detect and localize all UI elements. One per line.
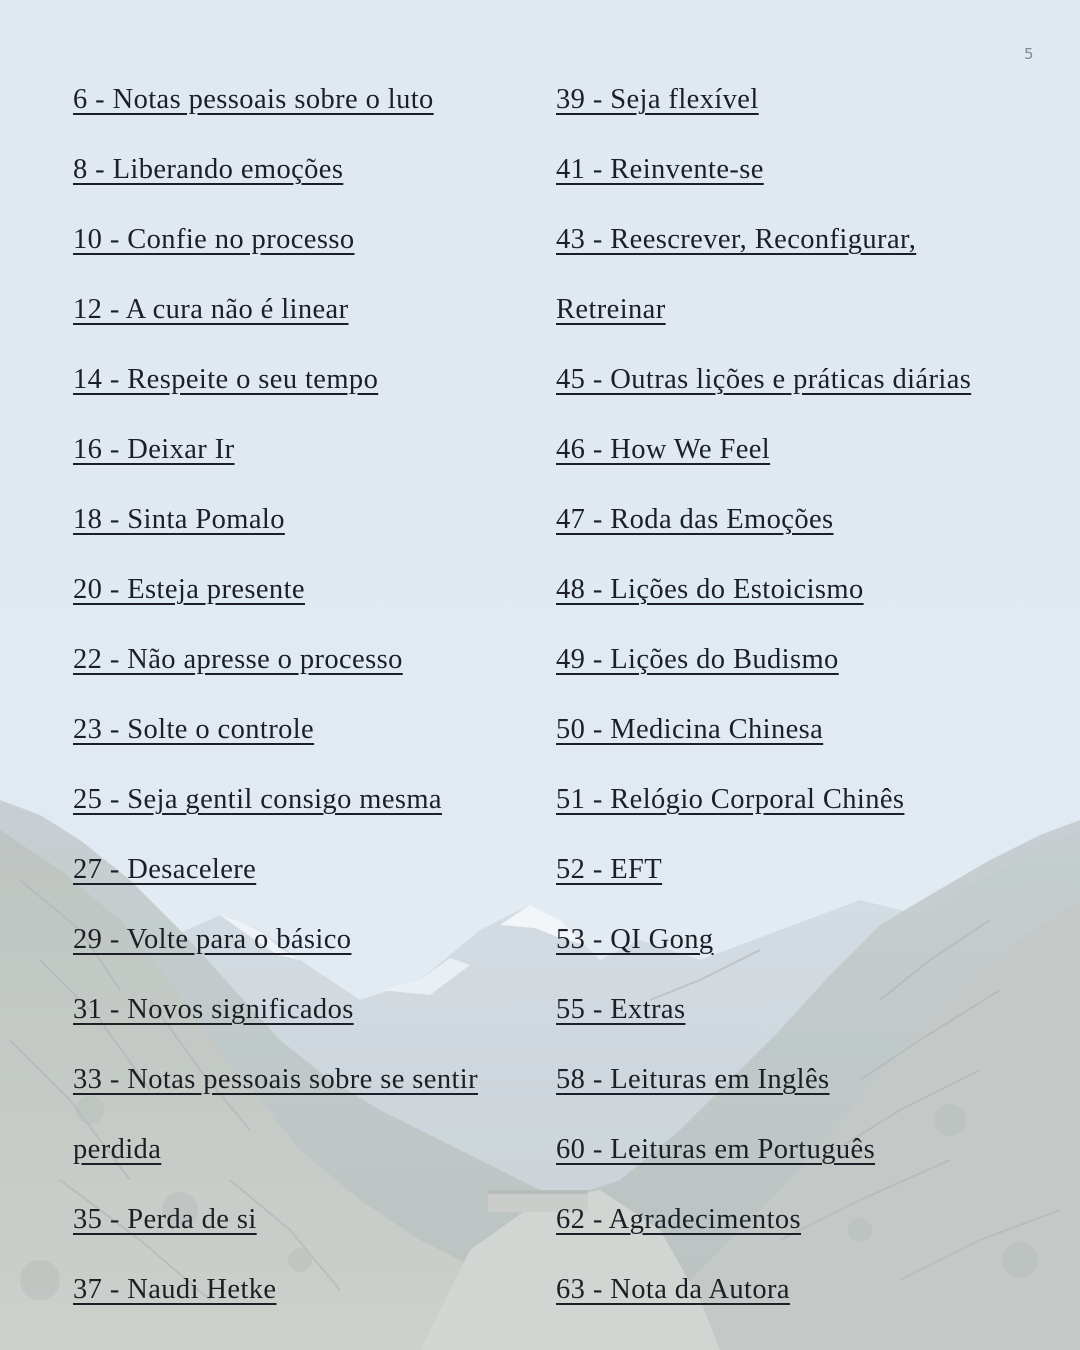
toc-link[interactable]: 47 - Roda das Emoções <box>556 504 834 535</box>
toc-link[interactable]: 49 - Lições do Budismo <box>556 644 839 675</box>
toc-entry[interactable] <box>73 555 506 625</box>
toc-link[interactable]: 60 - Leituras em Português <box>556 1134 876 1165</box>
toc-entry[interactable] <box>556 695 1013 765</box>
toc-entry[interactable] <box>556 835 1013 905</box>
toc-entry-continued[interactable] <box>556 275 1013 345</box>
toc-entry[interactable] <box>73 485 506 555</box>
table-of-contents <box>73 65 1013 1325</box>
toc-entry[interactable] <box>556 1185 1013 1255</box>
toc-entry[interactable] <box>556 415 1013 485</box>
toc-entry[interactable] <box>73 135 506 205</box>
toc-link[interactable]: 37 - Naudi Hetke <box>73 1274 277 1305</box>
toc-entry[interactable] <box>556 975 1013 1045</box>
toc-entry[interactable] <box>556 485 1013 555</box>
toc-entry[interactable] <box>73 65 506 135</box>
toc-link[interactable]: 58 - Leituras em Inglês <box>556 1064 830 1095</box>
toc-entry[interactable] <box>73 345 506 415</box>
toc-entry[interactable] <box>73 415 506 485</box>
toc-link[interactable]: 41 - Reinvente-se <box>556 154 764 185</box>
toc-link[interactable]: 10 - Confie no processo <box>73 224 355 255</box>
toc-link[interactable]: perdida <box>73 1134 162 1165</box>
toc-link[interactable]: 23 - Solte o controle <box>73 714 315 745</box>
toc-link[interactable]: 62 - Agradecimentos <box>556 1204 802 1235</box>
toc-entry[interactable] <box>556 65 1013 135</box>
toc-link[interactable]: 51 - Relógio Corporal Chinês <box>556 784 905 815</box>
toc-column-left <box>73 65 506 1325</box>
toc-entry[interactable] <box>73 205 506 275</box>
toc-entry[interactable] <box>73 975 506 1045</box>
toc-entry[interactable] <box>556 765 1013 835</box>
toc-link[interactable]: 27 - Desacelere <box>73 854 257 885</box>
toc-entry[interactable] <box>556 1045 1013 1115</box>
toc-entry[interactable] <box>73 275 506 345</box>
toc-entry[interactable] <box>556 625 1013 695</box>
toc-entry-continued[interactable] <box>73 1115 506 1185</box>
toc-entry[interactable] <box>73 695 506 765</box>
toc-entry[interactable] <box>73 1045 506 1115</box>
page-number: 5 <box>1023 45 1034 63</box>
toc-link[interactable]: 25 - Seja gentil consigo mesma <box>73 784 442 815</box>
toc-link[interactable]: Retreinar <box>556 294 666 325</box>
toc-link[interactable]: 12 - A cura não é linear <box>73 294 349 325</box>
toc-link[interactable]: 16 - Deixar Ir <box>73 434 235 465</box>
toc-link[interactable]: 48 - Lições do Estoicismo <box>556 574 864 605</box>
toc-entry[interactable] <box>556 205 1013 275</box>
toc-link[interactable]: 52 - EFT <box>556 854 663 885</box>
toc-entry[interactable] <box>73 625 506 695</box>
toc-link[interactable]: 6 - Notas pessoais sobre o luto <box>73 84 434 115</box>
toc-link[interactable]: 33 - Notas pessoais sobre se sentir <box>73 1064 479 1095</box>
toc-column-right <box>556 65 1013 1325</box>
toc-link[interactable]: 39 - Seja flexível <box>556 84 759 115</box>
toc-entry[interactable] <box>556 135 1013 205</box>
toc-link[interactable]: 8 - Liberando emoções <box>73 154 344 185</box>
toc-entry[interactable] <box>556 1115 1013 1185</box>
toc-link[interactable]: 45 - Outras lições e práticas diárias <box>556 364 972 395</box>
toc-entry[interactable] <box>556 905 1013 975</box>
toc-link[interactable]: 50 - Medicina Chinesa <box>556 714 824 745</box>
toc-entry[interactable] <box>73 1255 506 1325</box>
toc-link[interactable]: 22 - Não apresse o processo <box>73 644 403 675</box>
toc-entry[interactable] <box>73 905 506 975</box>
toc-link[interactable]: 20 - Esteja presente <box>73 574 305 605</box>
toc-link[interactable]: 43 - Reescrever, Reconfigurar, <box>556 224 917 255</box>
toc-link[interactable]: 46 - How We Feel <box>556 434 771 465</box>
toc-link[interactable]: 53 - QI Gong <box>556 924 714 955</box>
toc-entry[interactable] <box>556 345 1013 415</box>
toc-link[interactable]: 18 - Sinta Pomalo <box>73 504 285 535</box>
toc-link[interactable]: 63 - Nota da Autora <box>556 1274 790 1305</box>
toc-entry[interactable] <box>556 1255 1013 1325</box>
toc-entry[interactable] <box>556 555 1013 625</box>
toc-link[interactable]: 29 - Volte para o básico <box>73 924 352 955</box>
toc-link[interactable]: 14 - Respeite o seu tempo <box>73 364 379 395</box>
toc-entry[interactable] <box>73 1185 506 1255</box>
toc-link[interactable]: 35 - Perda de si <box>73 1204 257 1235</box>
toc-link[interactable]: 31 - Novos significados <box>73 994 354 1025</box>
toc-link[interactable]: 55 - Extras <box>556 994 686 1025</box>
toc-entry[interactable] <box>73 835 506 905</box>
toc-entry[interactable] <box>73 765 506 835</box>
